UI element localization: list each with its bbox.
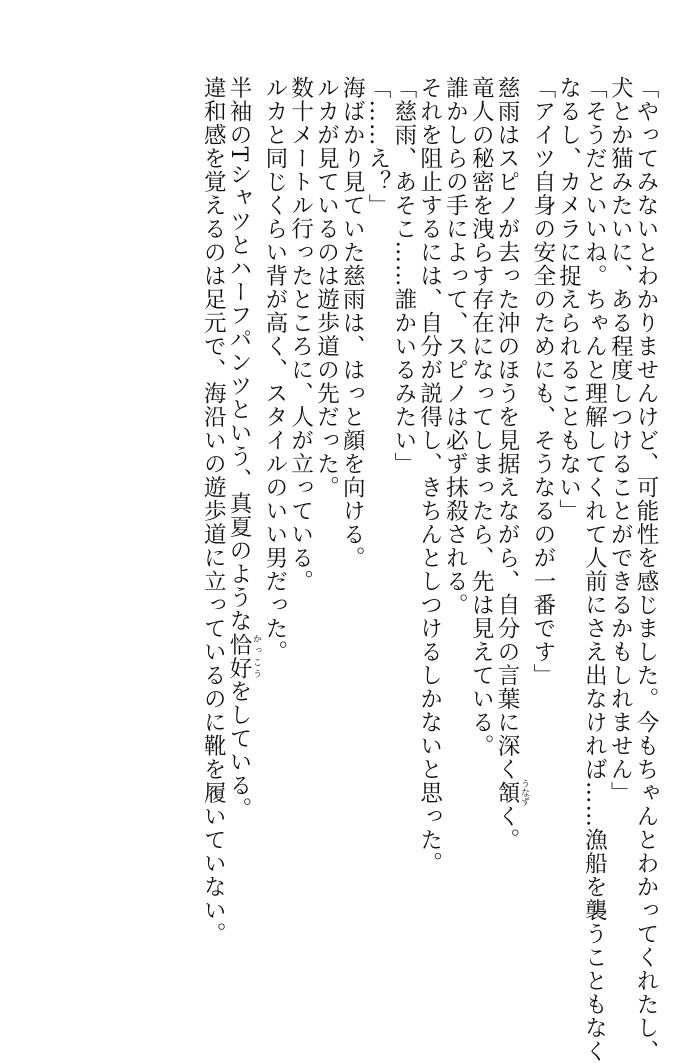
text-line: [313, 76, 339, 976]
text-segment: なるし、カメラに捉えられることもない」: [555, 76, 582, 523]
ruby-base: 恰好: [226, 632, 253, 680]
text-segment: 「アイツ自身の安全のためにも、そうなるのが一番です」: [529, 76, 556, 687]
text-line: [287, 76, 313, 976]
text-segment: 数十メートル行ったところに、人が立っている。: [287, 76, 314, 593]
text-segment: をしている。: [226, 679, 253, 821]
text-segment: 竜人の秘密を洩らす存在になってしまったら、先は見えている。: [468, 76, 495, 758]
text-segment: 「やってみないとわかりませんけど、可能性を感じました。今もちゃんとわかってくれたし、: [633, 76, 659, 1063]
text-segment: 「慈雨、あそこ……誰かいるみたい」: [390, 76, 417, 476]
text-segment: 誰かしらの手によって、スピノは必ず抹殺される。: [442, 76, 469, 617]
ruby-base: 頷: [494, 779, 521, 807]
vertical-text-body: [199, 76, 659, 1063]
text-line: [225, 76, 261, 976]
text-segment: 違和感を覚えるのは足元で、海沿いの遊歩道に立っているのに靴を履いていない。: [200, 76, 227, 946]
ruby-annotation: [494, 779, 530, 807]
text-line: [493, 76, 529, 976]
text-line: [199, 76, 225, 976]
text-line: [581, 76, 608, 1063]
text-line: [606, 76, 632, 976]
text-line: [338, 76, 364, 976]
text-line: [416, 76, 442, 976]
text-segment: 半袖のTシャツとハーフパンツという、真夏のような: [226, 76, 253, 633]
ruby-annotation: [226, 632, 262, 680]
text-segment: 「……え？」: [365, 76, 392, 217]
ruby-reading: かっこう: [251, 632, 262, 680]
ruby-reading: うなず: [519, 779, 530, 807]
text-line: [632, 76, 659, 1063]
text-line: [364, 76, 390, 976]
text-segment: 慈雨はスピノが去った沖のほうを見据えながら、自分の言葉に深く: [494, 76, 521, 781]
text-segment: ルカと同じくらい背が高く、スタイルのいい男だった。: [261, 76, 288, 664]
text-segment: ルカが見ているのは遊歩道の先だった。: [313, 76, 340, 499]
text-line: [390, 76, 416, 976]
text-line: [467, 76, 493, 976]
text-segment: 犬とか猫みたいに、ある程度しつけることができるかもしれません」: [607, 76, 634, 805]
text-segment: く。: [494, 804, 521, 852]
text-segment: それを阻止するには、自分が説得し、きちんとしつけるしかないと思った。: [416, 76, 443, 875]
text-segment: 「そうだといいね。ちゃんと理解してくれて人前にさえ出なければ……漁船を襲うこともなく: [581, 76, 608, 1063]
text-line: [261, 76, 287, 976]
text-line: [555, 76, 581, 976]
text-segment: 海ばかり見ていた慈雨は、はっと顔を向ける。: [339, 76, 366, 570]
text-line: [529, 76, 555, 976]
text-line: [442, 76, 468, 976]
